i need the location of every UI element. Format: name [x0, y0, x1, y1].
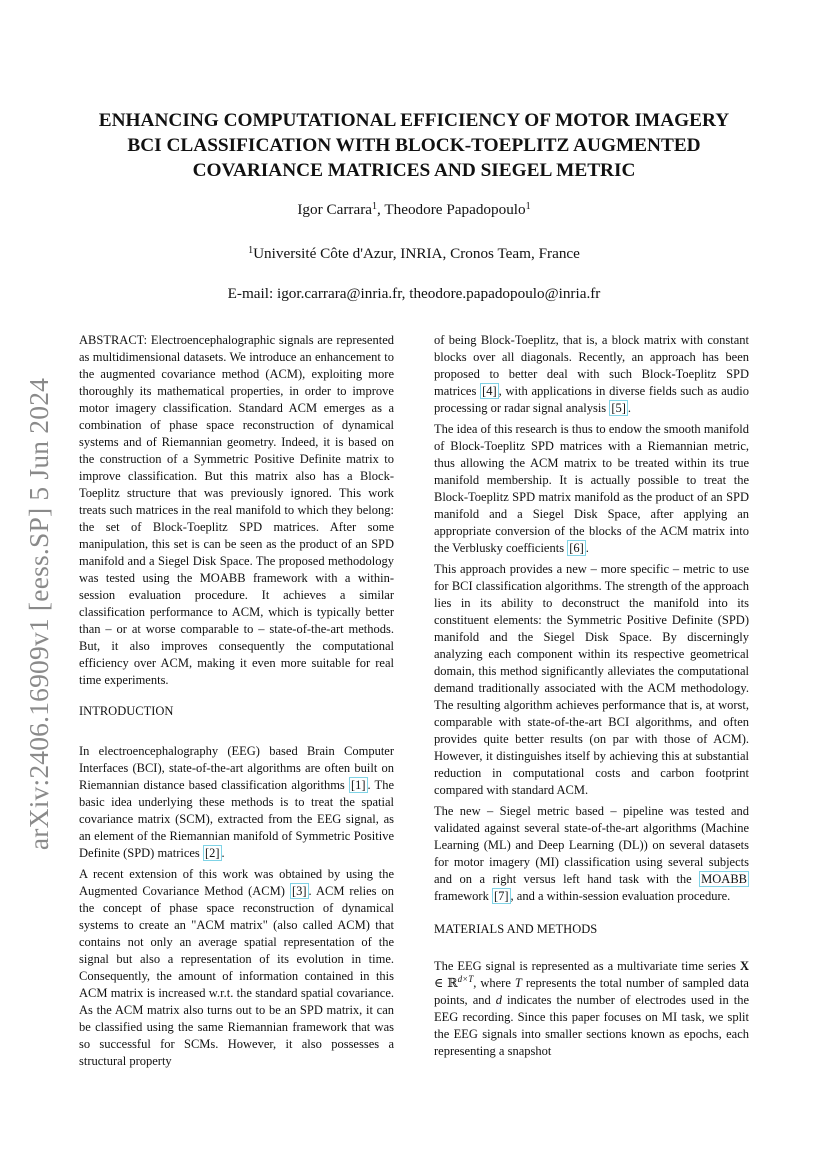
paper-title [70, 108, 758, 183]
section-heading-introduction: INTRODUCTION [79, 704, 174, 718]
paragraph-text: . [627, 401, 632, 415]
citation-link[interactable]: [7] [493, 889, 509, 903]
affiliation-text: Université Côte d'Azur, INRIA, Cronos Team, France [253, 245, 580, 262]
moabb-link[interactable]: MOABB [701, 872, 747, 886]
intro-paragraph-5: This approach provides a new – more specific – metric to use for BCI classification algorithms. The strength of the approach lies in its ability to deconstruct the manifold into its constituent elements: the Symmetric Positive Definite (SPD) manifold and the Siegel Disk Space. By discerningly analyzing each component within its respective geometrical domain, this method significantly alleviates the computational demand traditionally associated with the ACM methodology. The resulting algorithm achieves performance that is, at worst, comparable with state-of-the-art BCI algorithms, and often provides quite better results (on par with those of ACM). However, it distinguishes itself by achieving this at substantial reduction in computational costs and carbon footprint compared with standard ACM. [434, 562, 749, 797]
paragraph-text: framework [434, 889, 492, 903]
citation-link[interactable]: [5] [611, 401, 626, 415]
paragraph-text: The new – Siegel metric based – pipeline was tested and validated against several state-of-the-art algorithms (Machine Learning (ML) and Deep Learning (DL)) on several datasets for motor imagery (MI) classification using several subjects and on a right versus left hand task with the [434, 804, 749, 886]
math-symbol: X [739, 959, 749, 973]
intro-paragraph-2 [79, 866, 394, 1070]
right-column [434, 332, 749, 1064]
arxiv-identifier-stamp [17, 366, 61, 861]
title-line-1: ENHANCING COMPUTATIONAL EFFICIENCY OF MOTOR IMAGERY [98, 110, 730, 131]
author-list [0, 201, 828, 219]
author-name: Theodore Papadopoulo [384, 201, 526, 218]
paragraph-text: . The basic idea underlying these methods is to treat the spatial covariance matrix (SCM), extracted from the EEG signal, as an element of the Riemannian manifold of Symmetric Positive Definite (SPD) matrices [79, 778, 394, 860]
intro-paragraph-4 [434, 421, 749, 557]
methods-paragraph-1 [434, 958, 749, 1060]
affiliation-marker: 1 [248, 245, 254, 256]
citation-link[interactable]: [3] [291, 884, 307, 898]
arxiv-identifier-text: arXiv:2406.16909v1 [eess.SP] 5 Jun 2024 [23, 377, 54, 850]
math-symbol: T [514, 976, 522, 990]
citation-link[interactable]: [6] [569, 541, 584, 555]
section-heading-materials-methods: MATERIALS AND METHODS [434, 922, 598, 936]
left-column [79, 332, 394, 1074]
author-separator: , [377, 201, 385, 218]
intro-paragraph-6 [434, 803, 749, 905]
paragraph-text: , where [473, 976, 515, 990]
paragraph-text: . [221, 846, 225, 860]
affiliation-marker: 1 [525, 201, 531, 212]
paragraph-text: In electroencephalography (EEG) based Brain Computer Interfaces (BCI), state-of-the-art algorithms are often built on Riemannian distance based classification algorithms [79, 744, 394, 792]
paragraph-text: indicates the number of electrodes used in the EEG recording. Since this paper focuses on MI task, we split the EEG signals into smaller sections known as epochs, each representing a snapshot [434, 993, 749, 1058]
author-emails: E-mail: igor.carrara@inria.fr, theodore.papadopoulo@inria.fr [227, 285, 601, 302]
author-name: Igor Carrara [297, 201, 372, 218]
title-line-3: COVARIANCE MATRICES AND SIEGEL METRIC [192, 160, 636, 181]
paragraph-text: , with applications in diverse fields such as audio processing or radar signal analysis [434, 384, 749, 415]
math-superscript: d×T [457, 974, 474, 984]
affiliation [0, 245, 828, 263]
paragraph-text: The EEG signal is represented as a multivariate time series [434, 959, 740, 973]
math-symbol: ∈ ℝ [434, 976, 458, 990]
citation-link[interactable]: [2] [204, 846, 220, 860]
title-line-2: BCI CLASSIFICATION WITH BLOCK-TOEPLITZ AUGMENTED [127, 135, 701, 156]
paragraph-text: . [585, 541, 589, 555]
paragraph-text: The idea of this research is thus to endow the smooth manifold of Block-Toeplitz SPD matrices with a Riemannian metric, thus allowing the ACM matrix to be treated within its true manifold membership. It is actually possible to treat the Block-Toeplitz SPD matrix manifold as the product of an SPD manifold and a Siegel Disk Space, after applying an appropriate conversion of the blocks of the ACM matrix into the Verblusky coefficients [434, 422, 749, 555]
paragraph-text: A recent extension of this work was obtained by using the Augmented Covariance Method (ACM) [79, 867, 394, 898]
affiliation-marker: 1 [372, 201, 377, 212]
paragraph-text: of being Block-Toeplitz, that is, a block matrix with constant blocks over all diagonals. Recently, an approach has been proposed to better deal with such Block-Toeplitz SPD matrices [434, 333, 749, 398]
citation-link[interactable]: [1] [350, 778, 366, 792]
abstract: ABSTRACT: Electroencephalographic signals are represented as multidimensional datasets. We introduce an enhancement to the augmented covariance method (ACM), exploiting more thoroughly its mathematical properties, in order to improve motor imagery classification. Standard ACM emerges as a combination of phase space reconstruction of dynamical systems and of Riemannian geometry. Indeed, it is based on the construction of a Symmetric Positive Definite matrix to improve classification. But this matrix also has a Block-Toeplitz structure that was previously ignored. This work treats such matrices in the real manifold to which they belong: the set of Block-Toeplitz SPD matrices. After some manipulation, this set is can be seen as the product of an SPD manifold and a Siegel Disk Space. The proposed methodology was tested using the MOABB framework with a within-session evaluation procedure. It achieves a similar classification performance to ACM, which is typically better than – or at worse comparable to – state-of-the-art methods. But, it also improves consequently the computational efficiency over ACM, making it even more suitable for real time experiments. [79, 333, 394, 687]
paragraph-text: . ACM relies on the concept of phase space reconstruction of dynamical systems to create an "ACM matrix" (also called ACM) that contains not only an average spatial representation of the signal but also a representation of its evolution in time. Consequently, the amount of information contained in this ACM matrix is increased w.r.t. the standard spatial covariance. As the ACM matrix also turns out to be an SPD matrix, it can be classified using the same Riemannian framework that was so successful for SCMs. However, it also possesses a structural property [79, 884, 394, 1068]
intro-paragraph-1 [79, 743, 394, 862]
paragraph-text: , and a within-session evaluation procedure. [510, 889, 731, 903]
math-symbol: d [495, 993, 503, 1007]
intro-paragraph-3 [434, 332, 749, 417]
citation-link[interactable]: [4] [482, 384, 497, 398]
paragraph-text: represents the total number of sampled data points, and [434, 976, 749, 1007]
